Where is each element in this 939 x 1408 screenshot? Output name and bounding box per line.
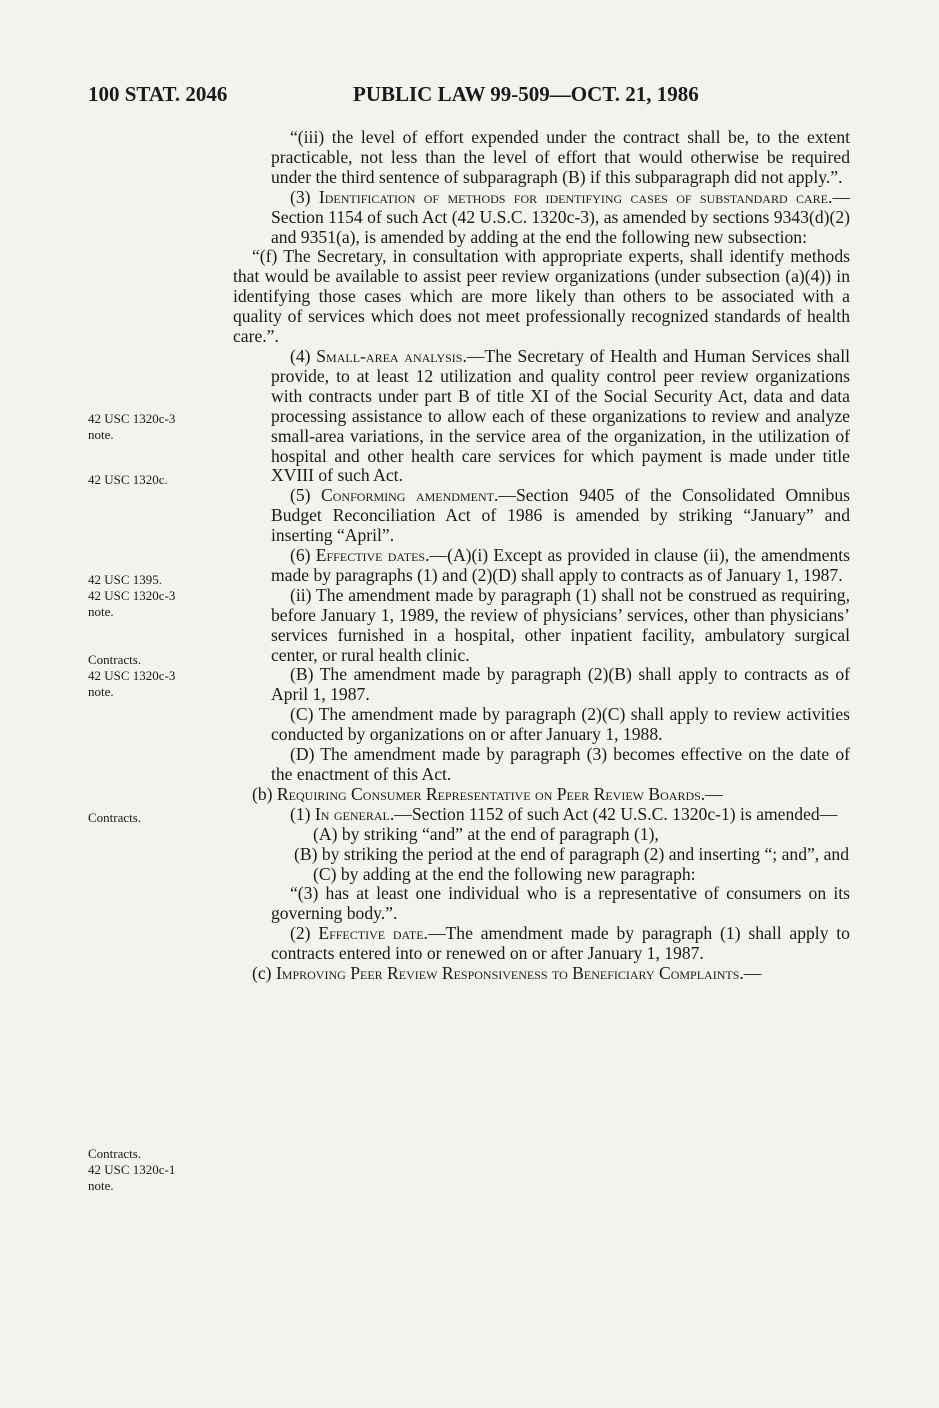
paragraph-number: (c) — [252, 963, 276, 984]
margin-note-text: note. — [88, 604, 114, 619]
margin-note-text: Contracts. — [88, 810, 142, 825]
clause-c: (C) by adding at the end the following new paragraph: — [313, 863, 696, 884]
subsection-b — [233, 785, 850, 805]
paragraph-heading: Requiring Consumer Representative on Peer Review Boards. — [276, 783, 706, 804]
public-law-title: PUBLIC LAW 99-509—OCT. 21, 1986 — [353, 82, 699, 106]
margin-note-text: 42 USC 1395. — [88, 572, 163, 587]
margin-note-text: Contracts. — [88, 652, 142, 667]
paragraph-text: —Section 1154 of such Act (42 U.S.C. 1320c-3), as amended by sections 9343(d)(2) and 9351(a), is amended by adding at the end the following new subsection: — [271, 186, 850, 247]
margin-note-text: 42 USC 1320c-3 — [88, 411, 176, 426]
paragraph-heading: Effective date. — [318, 923, 428, 944]
subsection-f: “(f) The Secretary, in consultation with appropriate experts, shall identify methods that would be available to assist peer review organizations (under subsection (a)(4)) in identifying those cases which are more likely than others to be associated with a quality of services which does not meet professionally recognized standards of health care.”. — [233, 246, 850, 347]
clause-iii: “(iii) the level of effort expended under the contract shall be, to the extent practicable, not less than the level of effort that would otherwise be required under the third sentence of subparagraph (B) if this subparagraph did not apply.”. — [271, 127, 850, 187]
subparagraph-d: (D) The amendment made by paragraph (3) becomes effective on the date of the enactment of this Act. — [271, 744, 850, 784]
paragraph-number: (1) — [290, 803, 315, 824]
margin-note-text: 42 USC 1320c-3 — [88, 588, 176, 603]
margin-note — [88, 1146, 228, 1194]
paragraph-heading: Effective dates. — [315, 545, 430, 566]
page-header — [88, 82, 848, 112]
paragraph-5 — [233, 486, 850, 546]
clause-ii: (ii) The amendment made by paragraph (1) shall not be construed as requiring, before January 1, 1989, the review of physicians’ services, other than physicians’ services furnished in a hospital, other inpatient facility, ambulatory surgical center, or rural health clinic. — [271, 584, 850, 665]
paragraph-heading: Improving Peer Review Responsiveness to Beneficiary Complaints. — [275, 963, 744, 984]
margin-note-text: note. — [88, 1178, 114, 1193]
clause-b: (B) by striking the period at the end of paragraph (2) and inserting “; and”, and — [294, 843, 850, 864]
paragraph-heading: Identification of methods for identifying cases of substandard care. — [318, 186, 833, 207]
paragraph-b1 — [233, 805, 850, 825]
paragraph-heading: In general. — [314, 803, 395, 824]
margin-note-text: note. — [88, 684, 114, 699]
paragraph-3 — [233, 188, 850, 248]
paragraph-text: —(A)(i) Except as provided in clause (ii), the amendments made by paragraphs (1) and (2)(D) shall apply to contracts as of January 1, 1987. — [271, 545, 851, 585]
paragraph-number: (6) — [290, 545, 316, 566]
subparagraph-c: (C) The amendment made by paragraph (2)(C) shall apply to review activities conducted by organizations on or after January 1, 1988. — [271, 704, 850, 745]
margin-note-text: 42 USC 1320c-3 — [88, 668, 176, 683]
margin-note-text: 42 USC 1320c. — [88, 472, 168, 487]
clause-a: (A) by striking “and” at the end of paragraph (1), — [313, 823, 659, 844]
paragraph-number: (b) — [252, 783, 277, 804]
margin-note — [88, 572, 228, 620]
paragraph-heading: Conforming amendment. — [321, 485, 499, 506]
paragraph-number: (2) — [290, 923, 319, 944]
paragraph-text: —The Secretary of Health and Human Services shall provide, to at least 12 utilization and quality control peer review organizations with contracts under part B of title XI of the Social Security Act, data and data processing assistance to allow each of these organizations to review and analyze small-area variations, in the service area of the organization, in the utilization of hospital and other health care services for which payment is made under title XVIII of such Act. — [271, 345, 850, 486]
paragraph-number: (3) — [290, 186, 319, 207]
margin-note — [88, 411, 228, 443]
paragraph-4 — [233, 347, 850, 486]
stat-citation: 100 STAT. 2046 — [88, 82, 228, 106]
paragraph-text: — — [743, 963, 762, 984]
paragraph-number: (4) — [290, 345, 317, 366]
paragraph-b2 — [233, 924, 850, 964]
paragraph-6 — [233, 546, 850, 586]
paragraph-text: — — [705, 783, 723, 804]
margin-note — [88, 652, 228, 700]
paragraph-text: —Section 9405 of the Consolidated Omnibus Budget Reconciliation Act of 1986 is amended by striking “January” and inserting “April”. — [271, 485, 850, 546]
paragraph-number: (5) — [290, 485, 322, 506]
subsection-c — [233, 964, 850, 984]
new-paragraph-3: “(3) has at least one individual who is a representative of consumers on its governing body.”. — [271, 883, 850, 924]
margin-note-text: note. — [88, 427, 114, 442]
margin-note — [88, 472, 228, 488]
margin-note — [88, 810, 228, 826]
paragraph-text: —Section 1152 of such Act (42 U.S.C. 1320c-1) is amended— — [394, 803, 838, 824]
statute-text — [233, 128, 850, 984]
paragraph-heading: Small-area analysis. — [316, 345, 467, 366]
margin-note-text: 42 USC 1320c-1 — [88, 1162, 176, 1177]
subparagraph-b: (B) The amendment made by paragraph (2)(B) shall apply to contracts as of April 1, 1987. — [271, 664, 850, 705]
paragraph-text: —The amendment made by paragraph (1) shall apply to contracts entered into or renewed on or after January 1, 1987. — [271, 923, 850, 964]
margin-note-text: Contracts. — [88, 1146, 142, 1161]
